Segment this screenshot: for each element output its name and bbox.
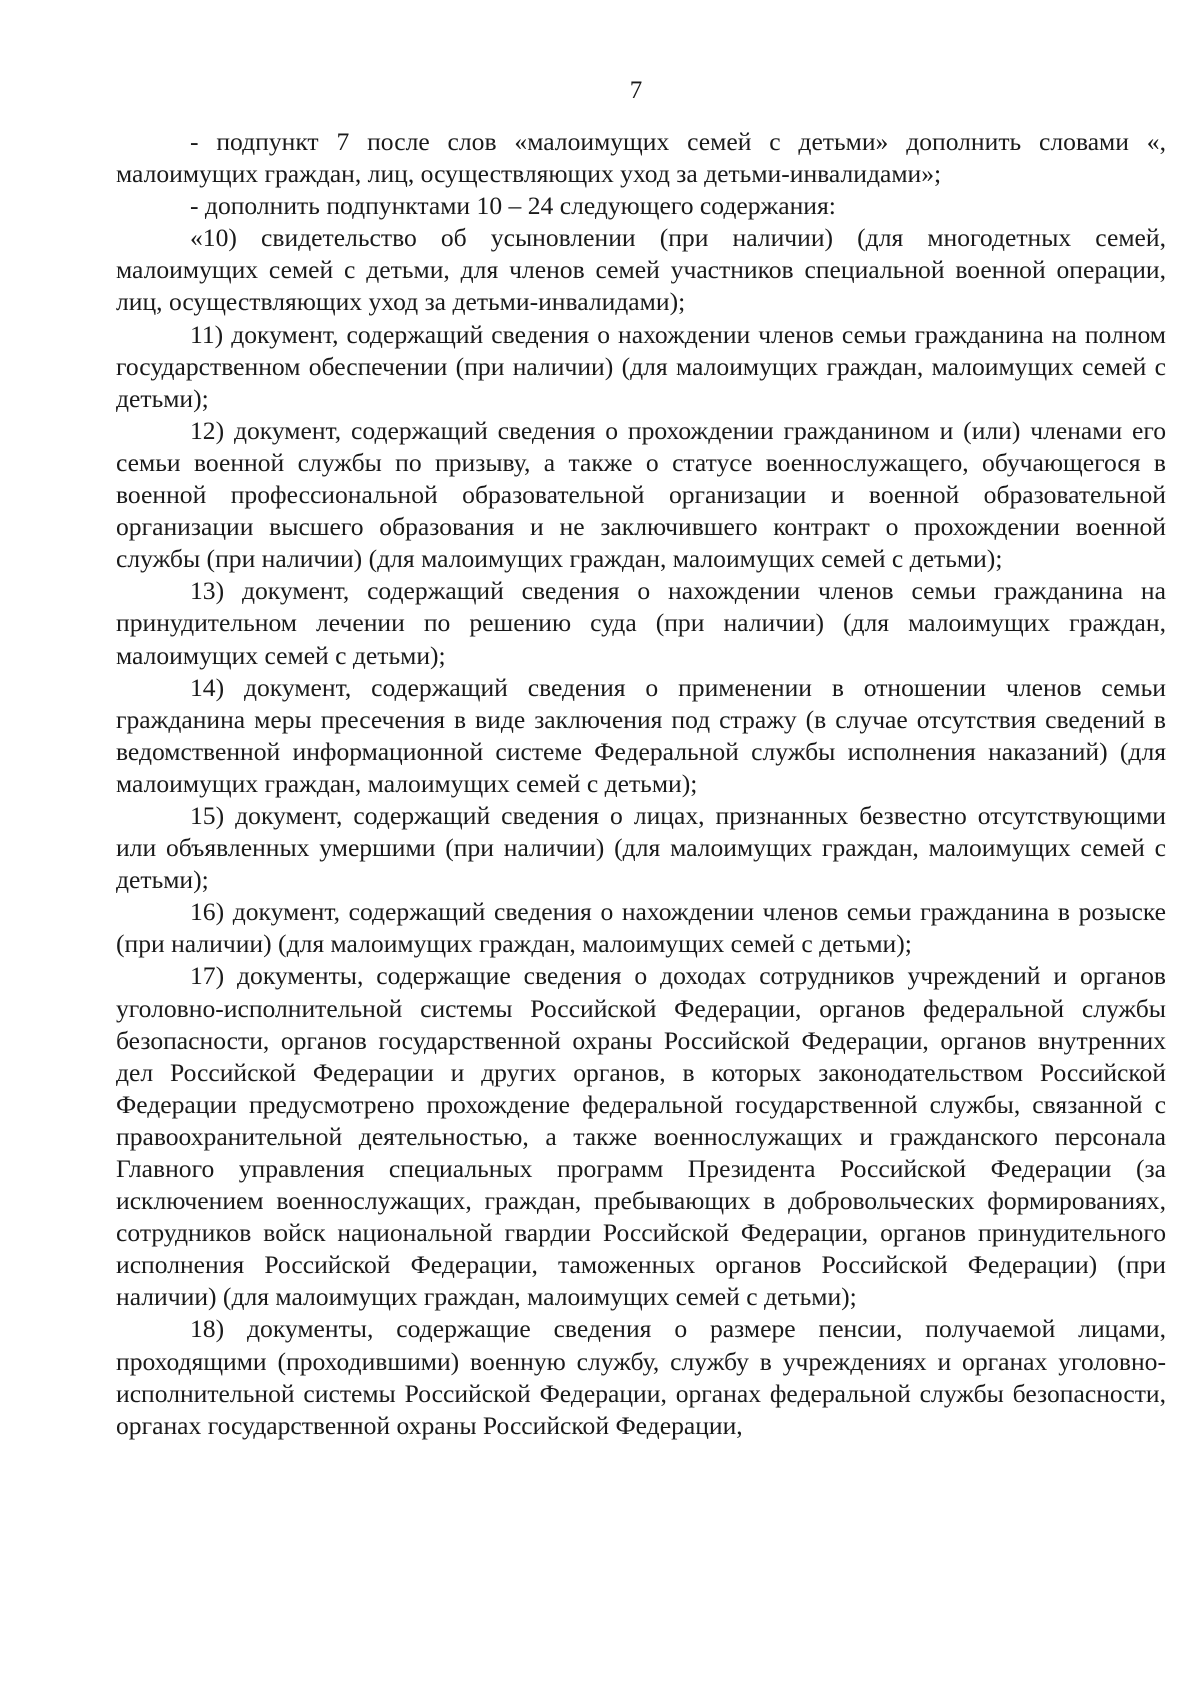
page-number: 7 bbox=[629, 77, 643, 104]
paragraph-item-14: 14) документ, содержащий сведения о применении в отношении членов семьи гражданина меры пресечения в виде заключения под стражу (в случае отсутствия сведений в ведомственной информационной системе Федеральной службы исполнения наказаний) (для малоимущих граждан, малоимущих семей с детьми); bbox=[116, 672, 1166, 798]
paragraph-item-13: 13) документ, содержащий сведения о нахождении членов семьи гражданина на принудительном лечении по решению суда (при наличии) (для малоимущих граждан, малоимущих семей с детьми); bbox=[116, 576, 1166, 670]
paragraph-item-12: 12) документ, содержащий сведения о прохождении гражданином и (или) членами его семьи военной службы по призыву, а также о статусе военнослужащего, обучающегося в военной профессиональной образовательной организации и военной образовательной организации высшего образования и не заключившего контракт о прохождении военной службы (при наличии) (для малоимущих граждан, малоимущих семей с детьми); bbox=[116, 415, 1166, 574]
paragraph-subitem-7: - подпункт 7 после слов «малоимущих семей с детьми» дополнить словами «, малоимущих граждан, лиц, осуществляющих уход за детьми-инвалидами»; bbox=[116, 127, 1166, 189]
paragraph-add-subitems: - дополнить подпунктами 10 – 24 следующего содержания: bbox=[190, 191, 836, 221]
paragraph-item-11: 11) документ, содержащий сведения о нахождении членов семьи гражданина на полном государственном обеспечении (при наличии) (для малоимущих граждан, малоимущих семей с детьми); bbox=[116, 319, 1166, 413]
paragraph-item-16: 16) документ, содержащий сведения о нахождении членов семьи гражданина в розыске (при наличии) (для малоимущих граждан, малоимущих семей с детьми); bbox=[116, 897, 1166, 959]
paragraph-item-15: 15) документ, содержащий сведения о лицах, признанных безвестно отсутствующими или объявленных умершими (при наличии) (для малоимущих граждан, малоимущих семей с детьми); bbox=[116, 800, 1166, 895]
paragraph-item-17: 17) документы, содержащие сведения о доходах сотрудников учреждений и органов уголовно-исполнительной системы Российской Федерации, органов федеральной службы безопасности, органов государственной охраны Российской Федерации, органов внутренних дел Российской Федерации и других органов, в которых законодательством Российской Федерации предусмотрено прохождение федеральной государственной службы, связанной с правоохранительной деятельностью, а также военнослужащих и гражданского персонала Главного управления специальных программ Президента Российской Федерации (за исключением военнослужащих, граждан, пребывающих в добровольческих формированиях, сотрудников войск национальной гвардии Российской Федерации, органов принудительного исполнения Российской Федерации, таможенных органов Российской Федерации) (при наличии) (для малоимущих граждан, малоимущих семей с детьми); bbox=[116, 961, 1166, 1312]
paragraph-item-18: 18) документы, содержащие сведения о размере пенсии, получаемой лицами, проходящими (проходившими) военную службу, службу в учреждениях и органах уголовно-исполнительной системы Российской Федерации, органах федеральной службы безопасности, органах государственной охраны Российской Федерации, bbox=[116, 1314, 1166, 1440]
paragraph-item-10: «10) свидетельство об усыновлении (при наличии) (для многодетных семей, малоимущих семей с детьми, для членов семей участников специальной военной операции, лиц, осуществляющих уход за детьми-инвалидами); bbox=[116, 223, 1166, 317]
document-body bbox=[116, 126, 1166, 1442]
